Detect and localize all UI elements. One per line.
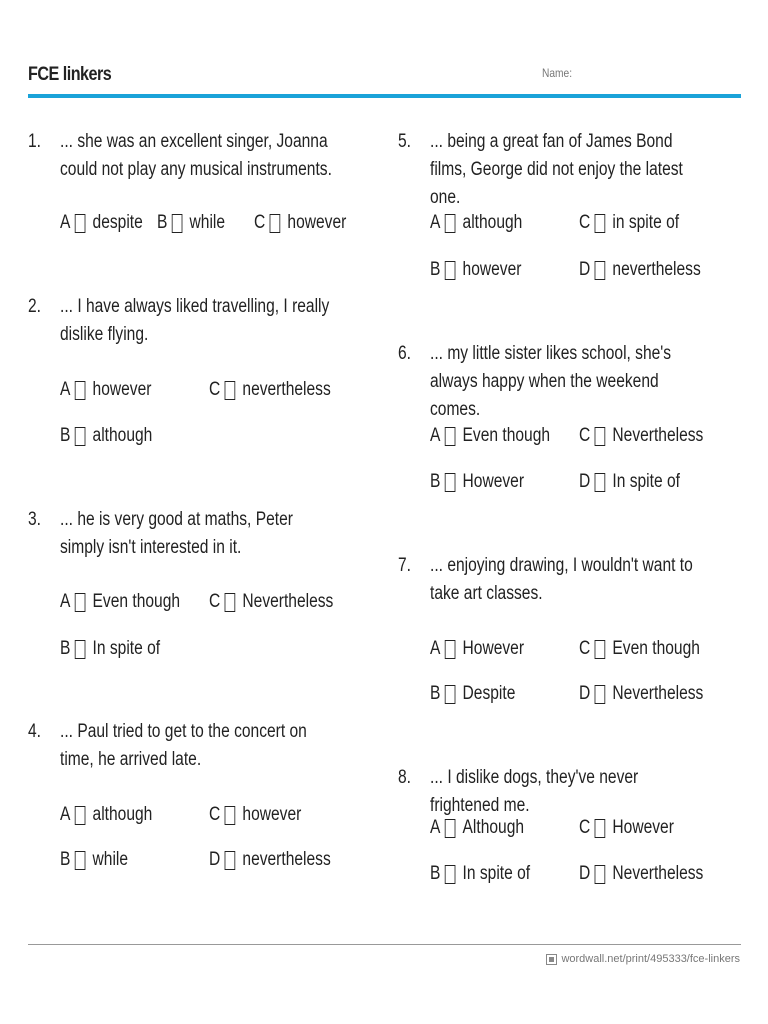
option-text: while	[189, 212, 226, 233]
option-text: however	[92, 379, 152, 400]
option-text: although	[92, 804, 153, 825]
checkbox[interactable]	[594, 685, 605, 704]
option-letter: A	[430, 425, 441, 446]
question-text: ... my little sister likes school, she's always happy when the weekend comes.	[430, 343, 672, 420]
checkbox[interactable]	[269, 214, 280, 233]
option-text: Nevertheless	[242, 591, 334, 612]
question-number: 3.	[28, 509, 42, 530]
option-c[interactable]	[579, 815, 674, 841]
option-text: however	[287, 212, 347, 233]
option-text: Nevertheless	[612, 425, 704, 446]
option-a[interactable]	[60, 589, 180, 615]
checkbox[interactable]	[594, 261, 605, 280]
option-letter: B	[157, 212, 168, 233]
option-letter: B	[60, 849, 71, 870]
checkbox[interactable]	[594, 214, 605, 233]
option-letter: D	[209, 849, 221, 870]
question-text: ... he is very good at maths, Peter simply isn't interested in it.	[60, 509, 293, 558]
option-letter: A	[60, 379, 71, 400]
checkbox[interactable]	[594, 427, 605, 446]
option-a[interactable]	[430, 210, 522, 236]
option-text: In spite of	[92, 638, 161, 659]
option-letter: B	[430, 863, 441, 884]
option-a[interactable]	[60, 802, 152, 828]
option-letter: C	[579, 425, 591, 446]
option-text: while	[92, 849, 129, 870]
option-text: In spite of	[462, 863, 531, 884]
option-text: nevertheless	[242, 849, 331, 870]
option-text: Even though	[612, 638, 700, 659]
option-text: However	[462, 638, 525, 659]
page-title: FCE linkers	[28, 64, 112, 85]
option-text: However	[612, 817, 674, 838]
checkbox[interactable]	[594, 865, 605, 884]
checkbox[interactable]	[224, 381, 235, 400]
option-letter: C	[579, 212, 591, 233]
option-letter: B	[60, 638, 71, 659]
option-letter: A	[430, 638, 441, 659]
option-c[interactable]	[579, 423, 703, 449]
checkbox[interactable]	[224, 593, 235, 612]
checkbox[interactable]	[594, 640, 605, 659]
option-text: In spite of	[612, 471, 680, 492]
option-c[interactable]	[579, 636, 700, 662]
checkbox[interactable]	[75, 381, 86, 400]
checkbox[interactable]	[445, 865, 456, 884]
option-letter: A	[60, 212, 71, 233]
question-number: 1.	[28, 131, 42, 152]
option-text: nevertheless	[612, 259, 701, 280]
question-8	[398, 764, 738, 884]
option-c[interactable]	[254, 210, 346, 236]
option-text: Nevertheless	[612, 683, 704, 704]
question-number: 6.	[398, 343, 412, 364]
option-letter: D	[579, 259, 591, 280]
option-letter: B	[430, 259, 441, 280]
option-b[interactable]	[430, 681, 515, 707]
checkbox[interactable]	[445, 819, 456, 838]
option-letter: B	[430, 471, 441, 492]
question-number: 5.	[398, 131, 412, 152]
question-text: ... Paul tried to get to the concert on time, he arrived late.	[60, 721, 307, 770]
option-text: Although	[462, 817, 525, 838]
checkbox[interactable]	[224, 851, 235, 870]
footer-url[interactable]: wordwall.net/print/495333/fce-linkers	[561, 953, 740, 965]
checkbox[interactable]	[445, 261, 456, 280]
option-letter: D	[579, 863, 591, 884]
checkbox[interactable]	[75, 593, 86, 612]
option-d[interactable]	[579, 469, 680, 495]
checkbox[interactable]	[445, 685, 456, 704]
question-text: ... she was an excellent singer, Joanna could not play any musical instruments.	[60, 131, 332, 180]
option-letter: C	[209, 379, 221, 400]
option-d[interactable]	[579, 861, 703, 887]
option-letter: C	[579, 817, 591, 838]
option-a[interactable]	[430, 423, 550, 449]
option-text: nevertheless	[242, 379, 331, 400]
checkbox[interactable]	[224, 806, 235, 825]
checkbox[interactable]	[172, 214, 183, 233]
checkbox[interactable]	[75, 427, 86, 446]
option-text: although	[92, 425, 153, 446]
option-text: Even though	[462, 425, 551, 446]
footer-divider	[28, 944, 741, 945]
option-a[interactable]	[60, 377, 151, 403]
option-b[interactable]	[60, 847, 128, 873]
question-text: ... I have always liked travelling, I really dislike flying.	[60, 296, 330, 345]
question-5	[398, 128, 738, 280]
checkbox[interactable]	[75, 640, 86, 659]
option-letter: D	[579, 683, 591, 704]
option-b[interactable]	[157, 210, 225, 236]
question-2	[28, 293, 368, 446]
option-letter: A	[60, 591, 71, 612]
checkbox[interactable]	[445, 427, 456, 446]
checkbox[interactable]	[594, 819, 605, 838]
page-header	[28, 58, 741, 98]
option-letter: B	[430, 683, 441, 704]
checkbox[interactable]	[445, 214, 456, 233]
question-number: 2.	[28, 296, 42, 317]
name-field-label: Name:	[542, 66, 573, 80]
option-d[interactable]	[579, 257, 701, 283]
option-b[interactable]	[430, 861, 530, 887]
option-c[interactable]	[209, 589, 333, 615]
checkbox[interactable]	[75, 851, 86, 870]
question-6	[398, 340, 738, 492]
option-a[interactable]	[430, 636, 524, 662]
checkbox[interactable]	[594, 473, 605, 492]
option-letter: B	[60, 425, 71, 446]
option-text: in spite of	[612, 212, 680, 233]
option-b[interactable]	[60, 423, 152, 449]
option-letter: D	[579, 471, 591, 492]
question-7	[398, 552, 738, 704]
option-text: Nevertheless	[612, 863, 704, 884]
option-c[interactable]	[209, 377, 331, 403]
option-text: although	[462, 212, 523, 233]
question-text: ... enjoying drawing, I wouldn't want to take art classes.	[430, 555, 693, 604]
option-letter: A	[430, 212, 441, 233]
option-b[interactable]	[60, 636, 160, 662]
option-letter: A	[60, 804, 71, 825]
option-d[interactable]	[209, 847, 331, 873]
option-b[interactable]	[430, 257, 521, 283]
question-text: ... I dislike dogs, they've never frightened me.	[430, 767, 639, 816]
option-text: However	[462, 471, 525, 492]
option-a[interactable]	[430, 815, 524, 841]
option-b[interactable]	[430, 469, 524, 495]
question-number: 7.	[398, 555, 412, 576]
option-c[interactable]	[209, 802, 301, 828]
question-1	[28, 128, 368, 233]
option-letter: A	[430, 817, 441, 838]
question-text: ... being a great fan of James Bond films, George did not enjoy the latest one.	[430, 131, 683, 208]
option-letter: C	[209, 804, 221, 825]
footer	[546, 953, 740, 965]
option-text: despite	[92, 212, 143, 233]
option-text: however	[462, 259, 522, 280]
question-number: 8.	[398, 767, 412, 788]
option-text: however	[242, 804, 302, 825]
option-text: Even though	[92, 591, 181, 612]
option-letter: C	[254, 212, 266, 233]
checkbox[interactable]	[445, 640, 456, 659]
option-letter: C	[579, 638, 591, 659]
question-4	[28, 718, 368, 870]
question-number: 4.	[28, 721, 42, 742]
option-text: Despite	[462, 683, 516, 704]
option-letter: C	[209, 591, 221, 612]
checkbox[interactable]	[445, 473, 456, 492]
option-c[interactable]	[579, 210, 679, 236]
checkbox[interactable]	[75, 806, 86, 825]
checkbox[interactable]	[75, 214, 86, 233]
wordwall-logo-icon	[546, 954, 557, 965]
option-a[interactable]	[60, 210, 143, 236]
option-d[interactable]	[579, 681, 703, 707]
question-3	[28, 506, 368, 659]
